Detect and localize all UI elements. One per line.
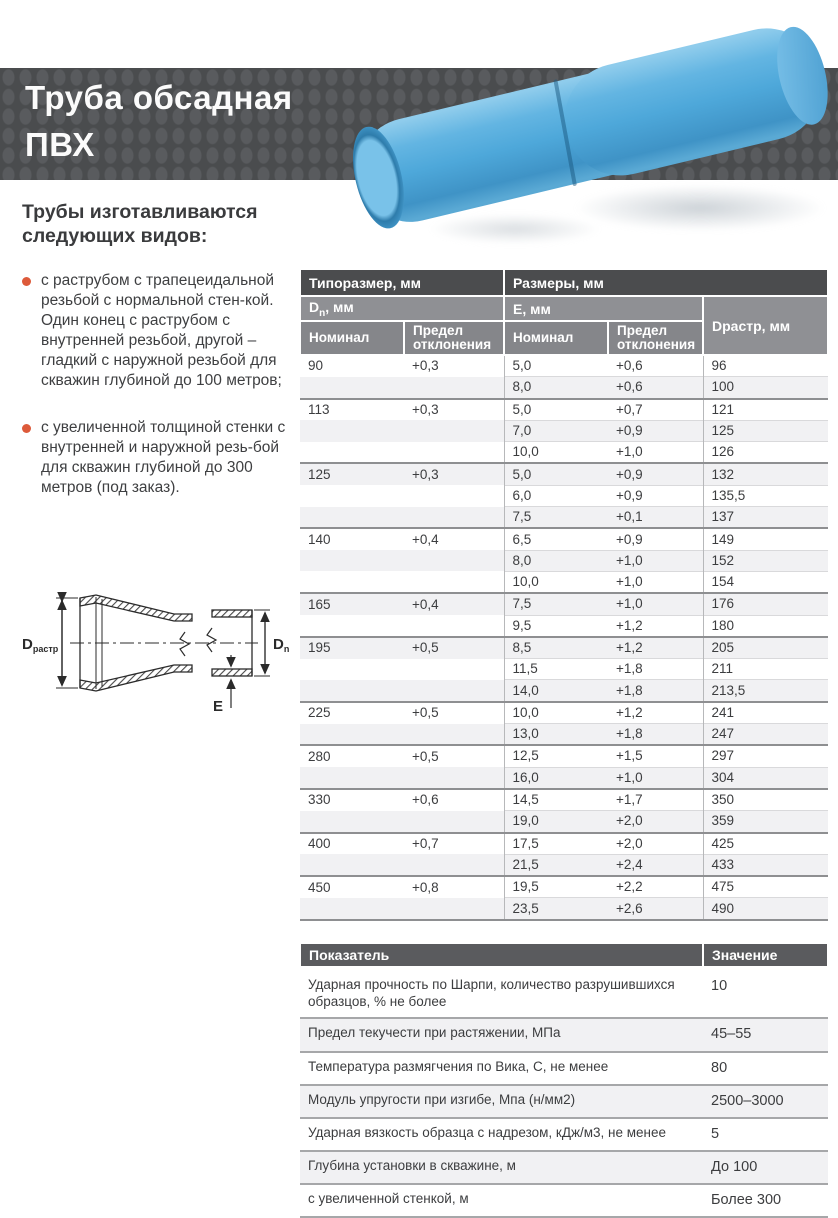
cell: +1,2 [608, 637, 703, 659]
cell [404, 485, 504, 506]
cell: 154 [703, 571, 828, 593]
cell [300, 659, 404, 680]
cell: 6,0 [504, 485, 608, 506]
cell [404, 442, 504, 464]
cell: 490 [703, 898, 828, 920]
size-table [299, 268, 829, 921]
column-header: Предел отклонения [404, 321, 504, 355]
cell: 80 [703, 1052, 828, 1085]
cell: Глубина установки в скважине, м [300, 1151, 703, 1184]
cell: 137 [703, 507, 828, 529]
properties-table-body [300, 968, 828, 1217]
cell: +0,3 [404, 463, 504, 485]
property-row [300, 1018, 828, 1051]
size-row [300, 767, 828, 789]
cell: Температура размягчения по Вика, С, не менее [300, 1052, 703, 1085]
cell: 5,0 [504, 355, 608, 377]
size-row [300, 898, 828, 920]
cell: 304 [703, 767, 828, 789]
bullet-dot-icon [22, 424, 31, 433]
pipe-shadow [575, 185, 825, 231]
cell: 225 [300, 702, 404, 724]
cell: +0,5 [404, 702, 504, 724]
page-title [0, 68, 838, 169]
cell: 241 [703, 702, 828, 724]
cell: 12,5 [504, 745, 608, 767]
cell: 23,5 [504, 898, 608, 920]
cell: +0,9 [608, 528, 703, 550]
cell: +1,0 [608, 571, 703, 593]
cell: 16,0 [504, 767, 608, 789]
size-row [300, 463, 828, 485]
cell: 5,0 [504, 463, 608, 485]
page-title-line2: ПВХ [25, 125, 95, 163]
cell: +1,8 [608, 680, 703, 702]
cell [300, 507, 404, 529]
cell: 10,0 [504, 702, 608, 724]
intro-heading: Трубы изготавливаются следующих видов: [22, 201, 258, 248]
cell: 359 [703, 811, 828, 833]
list-item [22, 418, 294, 499]
size-row [300, 420, 828, 441]
cell: 14,5 [504, 789, 608, 811]
cell: +0,7 [404, 833, 504, 855]
cell: +1,8 [608, 659, 703, 680]
page-title-line1: Труба обсадная [25, 79, 293, 116]
cell [300, 420, 404, 441]
size-row [300, 399, 828, 421]
cell: 121 [703, 399, 828, 421]
cell: +2,0 [608, 833, 703, 855]
column-header: $D_n$, мм [300, 296, 504, 321]
column-header: E, мм [504, 296, 703, 321]
size-row [300, 615, 828, 637]
cell [300, 377, 404, 399]
cell: +1,0 [608, 593, 703, 615]
cell: 126 [703, 442, 828, 464]
cell [404, 377, 504, 399]
cell: 100 [703, 377, 828, 399]
cell: 211 [703, 659, 828, 680]
cell: 475 [703, 876, 828, 898]
tables-section [299, 268, 827, 1218]
cell: 21,5 [504, 854, 608, 876]
cell: 90 [300, 355, 404, 377]
cell [404, 854, 504, 876]
e-label: E [213, 698, 224, 715]
cell: 8,0 [504, 550, 608, 571]
cell: 176 [703, 593, 828, 615]
cell [404, 659, 504, 680]
cell: +0,3 [404, 355, 504, 377]
cell: +1,0 [608, 442, 703, 464]
cell [404, 898, 504, 920]
size-row [300, 659, 828, 680]
column-header: Показатель [300, 944, 703, 969]
property-row [300, 1118, 828, 1151]
cell [404, 724, 504, 746]
cell [300, 442, 404, 464]
bullet-text: с увеличенной толщиной стенки с внутренней и наружной резь-бой для скважин глубиной до 300 метров (под заказ). [41, 418, 286, 497]
cell: +1,2 [608, 702, 703, 724]
cell: +1,2 [608, 615, 703, 637]
cell: 7,0 [504, 420, 608, 441]
cell: +0,6 [608, 355, 703, 377]
cell: +1,5 [608, 745, 703, 767]
cell: 19,5 [504, 876, 608, 898]
cell: +0,4 [404, 528, 504, 550]
cell: Более 300 [703, 1184, 828, 1217]
cell: 433 [703, 854, 828, 876]
cell: 195 [300, 637, 404, 659]
bullet-dot-icon [22, 277, 31, 286]
cell: 6,5 [504, 528, 608, 550]
cell [300, 724, 404, 746]
pipe-shadow [430, 214, 600, 244]
cell [300, 680, 404, 702]
cell: 17,5 [504, 833, 608, 855]
column-header: Номинал [300, 321, 404, 355]
cell: 10,0 [504, 571, 608, 593]
cell: 450 [300, 876, 404, 898]
cell: 205 [703, 637, 828, 659]
cell [300, 571, 404, 593]
column-header: Типоразмер, мм [300, 269, 504, 296]
cell: Ударная вязкость образца с надрезом, кДж/м3, не менее [300, 1118, 703, 1151]
cell: +0,9 [608, 420, 703, 441]
cell: 5,0 [504, 399, 608, 421]
properties-table-header-row [300, 944, 828, 969]
header-band [0, 68, 838, 180]
cell [404, 571, 504, 593]
size-row [300, 811, 828, 833]
cell: Модуль упругости при изгибе, Мпа (н/мм2) [300, 1085, 703, 1118]
cell: +0,4 [404, 593, 504, 615]
cell: 8,0 [504, 377, 608, 399]
cell: с увеличенной стенкой, м [300, 1184, 703, 1217]
intro-section [22, 200, 294, 524]
cell: 10 [703, 968, 828, 1018]
cell: До 100 [703, 1151, 828, 1184]
cell: 125 [300, 463, 404, 485]
size-row [300, 593, 828, 615]
cell: 247 [703, 724, 828, 746]
property-row [300, 1085, 828, 1118]
cell: +0,1 [608, 507, 703, 529]
property-row [300, 968, 828, 1018]
cell [404, 507, 504, 529]
size-row [300, 833, 828, 855]
cell: +0,6 [608, 377, 703, 399]
cell: 149 [703, 528, 828, 550]
cell: +0,3 [404, 399, 504, 421]
cell: 14,0 [504, 680, 608, 702]
cell: 19,0 [504, 811, 608, 833]
size-table-body [300, 355, 828, 920]
cell: +1,7 [608, 789, 703, 811]
cell: 180 [703, 615, 828, 637]
cell: +2,2 [608, 876, 703, 898]
cell: 8,5 [504, 637, 608, 659]
size-table-header-row2 [300, 296, 828, 321]
cell: 2500–3000 [703, 1085, 828, 1118]
list-item [22, 271, 294, 392]
dimension-d-n [254, 610, 289, 676]
size-row [300, 528, 828, 550]
column-header: Номинал [504, 321, 608, 355]
cell: 125 [703, 420, 828, 441]
size-row [300, 876, 828, 898]
cell: 165 [300, 593, 404, 615]
size-row [300, 702, 828, 724]
cell: 11,5 [504, 659, 608, 680]
cell: 7,5 [504, 507, 608, 529]
size-row [300, 789, 828, 811]
size-row [300, 550, 828, 571]
cell: 330 [300, 789, 404, 811]
cell: 10,0 [504, 442, 608, 464]
cell [300, 485, 404, 506]
cell: Ударная прочность по Шарпи, количество разрушившихся образцов, % не более [300, 968, 703, 1018]
cell: 7,5 [504, 593, 608, 615]
column-header: Размеры, мм [504, 269, 828, 296]
cell: +1,0 [608, 767, 703, 789]
break-line [180, 632, 189, 656]
cell [404, 811, 504, 833]
cell: 425 [703, 833, 828, 855]
cell: 132 [703, 463, 828, 485]
cell [300, 811, 404, 833]
d-rastr-label: $D_{растр}$ [22, 636, 59, 654]
size-row [300, 442, 828, 464]
cell: Предел текучести при растяжении, МПа [300, 1018, 703, 1051]
cell [404, 767, 504, 789]
cell: +2,4 [608, 854, 703, 876]
column-header: Dрастр, мм [703, 296, 828, 355]
cell [300, 898, 404, 920]
cell: 135,5 [703, 485, 828, 506]
cell: +0,8 [404, 876, 504, 898]
cell [404, 550, 504, 571]
size-row [300, 507, 828, 529]
cell: +0,7 [608, 399, 703, 421]
cell: 280 [300, 745, 404, 767]
cell: 350 [703, 789, 828, 811]
d-n-label: $D_n$ [273, 636, 290, 654]
break-line [207, 628, 216, 652]
dimension-e [213, 655, 231, 715]
cell: +2,0 [608, 811, 703, 833]
properties-table [299, 944, 829, 1218]
cell [300, 854, 404, 876]
cell: 5 [703, 1118, 828, 1151]
cell [300, 615, 404, 637]
cell [404, 420, 504, 441]
cell: 45–55 [703, 1018, 828, 1051]
cell: +2,6 [608, 898, 703, 920]
cell: 13,0 [504, 724, 608, 746]
cell: +1,0 [608, 550, 703, 571]
size-row [300, 377, 828, 399]
cell: +1,8 [608, 724, 703, 746]
property-row [300, 1151, 828, 1184]
cell: 113 [300, 399, 404, 421]
cell: +0,6 [404, 789, 504, 811]
cell: +0,9 [608, 463, 703, 485]
bullet-text: с раструбом с трапецеидальной резьбой с нормальной стен-кой. Один конец с раструбом с внутренней резьбой, другой – гладкий с наружной резьбой для скважин глубиной до 100 метров; [41, 271, 282, 390]
size-row [300, 355, 828, 377]
dimension-d-rastr [22, 598, 78, 688]
cell: 297 [703, 745, 828, 767]
cell: 152 [703, 550, 828, 571]
property-row [300, 1184, 828, 1217]
size-row [300, 724, 828, 746]
cell: 96 [703, 355, 828, 377]
pipe-dimension-diagram [20, 570, 292, 715]
size-table-header-row1 [300, 269, 828, 296]
column-header: Значение [703, 944, 828, 969]
cell: +0,5 [404, 745, 504, 767]
column-header: Предел отклонения [608, 321, 703, 355]
property-row [300, 1052, 828, 1085]
cell: +0,9 [608, 485, 703, 506]
cell: +0,5 [404, 637, 504, 659]
size-row [300, 637, 828, 659]
cell [300, 550, 404, 571]
cell: 9,5 [504, 615, 608, 637]
size-row [300, 854, 828, 876]
size-row [300, 680, 828, 702]
cell [404, 680, 504, 702]
cell [300, 767, 404, 789]
size-row [300, 571, 828, 593]
cell [404, 615, 504, 637]
cell: 400 [300, 833, 404, 855]
size-row [300, 485, 828, 506]
bullet-list [22, 271, 294, 498]
cell: 213,5 [703, 680, 828, 702]
cell: 140 [300, 528, 404, 550]
size-row [300, 745, 828, 767]
